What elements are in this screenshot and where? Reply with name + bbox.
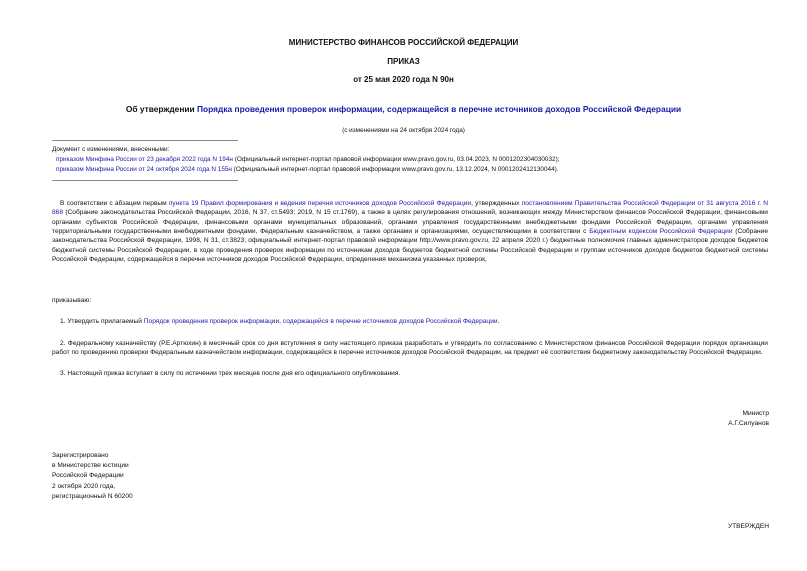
preamble-text: (Собрание законодательства Российской Федерации, 1998, N 31, ст.3823; официальный интернет-портал правовой информации http://www.pravo.gov.ru, 22 апреля 2020 г.) бюджетные полномочия главных администраторов доходов бюджетов бюджетной системы Российской Федерации, в ходе проведения проверок информации по источникам доходов бюджетов бюджетной системы Российской Федерации и группам источников доходов бюджетов бюджетной системы Российской Федерации, содержащейся в перечне источников доходов Российской Федерации, определения механизма указанных проверок, — [52, 228, 769, 264]
resolution-link[interactable]: постановлением Правительства Российской Федерации от 31 августа 2016 г. N 868 — [52, 200, 768, 217]
preamble-text: (Собрание законодательства Российской Федерации, 2016, N 37, ст.5493; 2019, N 15 ст.1769), а также в целях регулирования отношений, возникающих между Министерством финансов Российской Федерации, финансовыми органами субъектов Российской Федерации, финансовыми органами муниципальных образований, органами управления государственными внебюджетными фондами Российской Федерации, органами управления территориальными государственными внебюджетными фондами, Федеральным казначейством, а также органами и организациями, осуществляющими в соответствии с — [52, 209, 768, 236]
document-title — [0, 104, 807, 116]
title-link[interactable]: Порядка проведения проверок информации, содержащейся в перечне источников доходов Российской Федерации — [197, 104, 682, 114]
order-point-1 — [52, 317, 768, 326]
preamble-paragraph — [52, 199, 768, 265]
order-heading: ПРИКАЗ — [387, 57, 420, 66]
budget-code-link[interactable]: Бюджетным кодексом Российской Федерации — [589, 228, 733, 236]
registration-line: регистрационный N 60200 — [52, 492, 133, 500]
registration-line: 2 октября 2020 года, — [52, 482, 116, 490]
ministry-heading: МИНИСТЕРСТВО ФИНАНСОВ РОССИЙСКОЙ ФЕДЕРАЦИИ — [288, 38, 519, 47]
registration-line: Российской Федерации — [52, 472, 124, 480]
change-link-1[interactable]: приказом Минфина России от 23 декабря 2022 года N 194н — [56, 155, 233, 163]
orders-block — [52, 296, 768, 391]
title-prefix: Об утверждении — [125, 104, 198, 114]
signature-block — [728, 409, 769, 429]
registration-line: Зарегистрировано — [52, 452, 109, 459]
change-text-1: (Официальный интернет-портал правовой информации www.pravo.gov.ru, 03.04.2023, N 0001202304030032); — [232, 155, 560, 163]
preamble-text: В соответствии с абзацем первым — [60, 200, 169, 207]
signatory-name: А.Г.Силуанов — [728, 420, 769, 428]
preamble-text: , утвержденных — [471, 200, 522, 207]
order-point-2: 2. Федеральному казначейству (Р.Е.Артюхин) в месячный срок со дня вступления в силу настоящего приказа разработать и утвердить по согласованию с Министерством финансов Российской Федерации порядок организации работ по проведению проверки Федеральным казначейством информации, содержащейся в перечне источников доходов Российской Федерации, на предмет её соответствия бюджетному законодательству Российской Федерации. — [52, 339, 768, 357]
procedure-link[interactable]: Порядок проведения проверок информации, содержащейся в перечне источников доходов Российской Федерации — [143, 318, 498, 326]
rules-link[interactable]: пункта 19 Правил формирования и ведения перечня источников доходов Российской Федерации — [168, 200, 472, 207]
changes-block — [52, 145, 772, 175]
preamble — [52, 199, 768, 265]
registration-block — [52, 451, 133, 502]
approved-label: УТВЕРЖДЕН — [727, 523, 769, 530]
registration-line: в Министерстве юстиции — [52, 462, 129, 470]
order-date: от 25 мая 2020 года N 90н — [353, 75, 454, 84]
orders-intro: приказываю: — [52, 297, 92, 304]
change-text-2: (Официальный интернет-портал правовой информации www.pravo.gov.ru, 13.12.2024, N 0001202412130044). — [231, 165, 559, 173]
change-item — [52, 165, 772, 175]
change-link-2[interactable]: приказом Минфина России от 24 октября 2024 года N 155н — [56, 165, 232, 173]
changes-intro: Документ с изменениями, внесенными: — [52, 146, 170, 153]
divider-bottom — [52, 180, 238, 181]
edition-note: (с изменениями на 24 октября 2024 года) — [342, 127, 465, 134]
order-point-end: . — [497, 318, 500, 326]
order-point-3: 3. Настоящий приказ вступает в силу по истечении трех месяцев после дня его официального опубликования. — [60, 370, 401, 378]
signatory-position: Министр — [742, 410, 769, 417]
order-point-text: 1. Утвердить прилагаемый — [60, 318, 144, 326]
divider-top — [52, 140, 238, 141]
change-item — [52, 155, 772, 165]
